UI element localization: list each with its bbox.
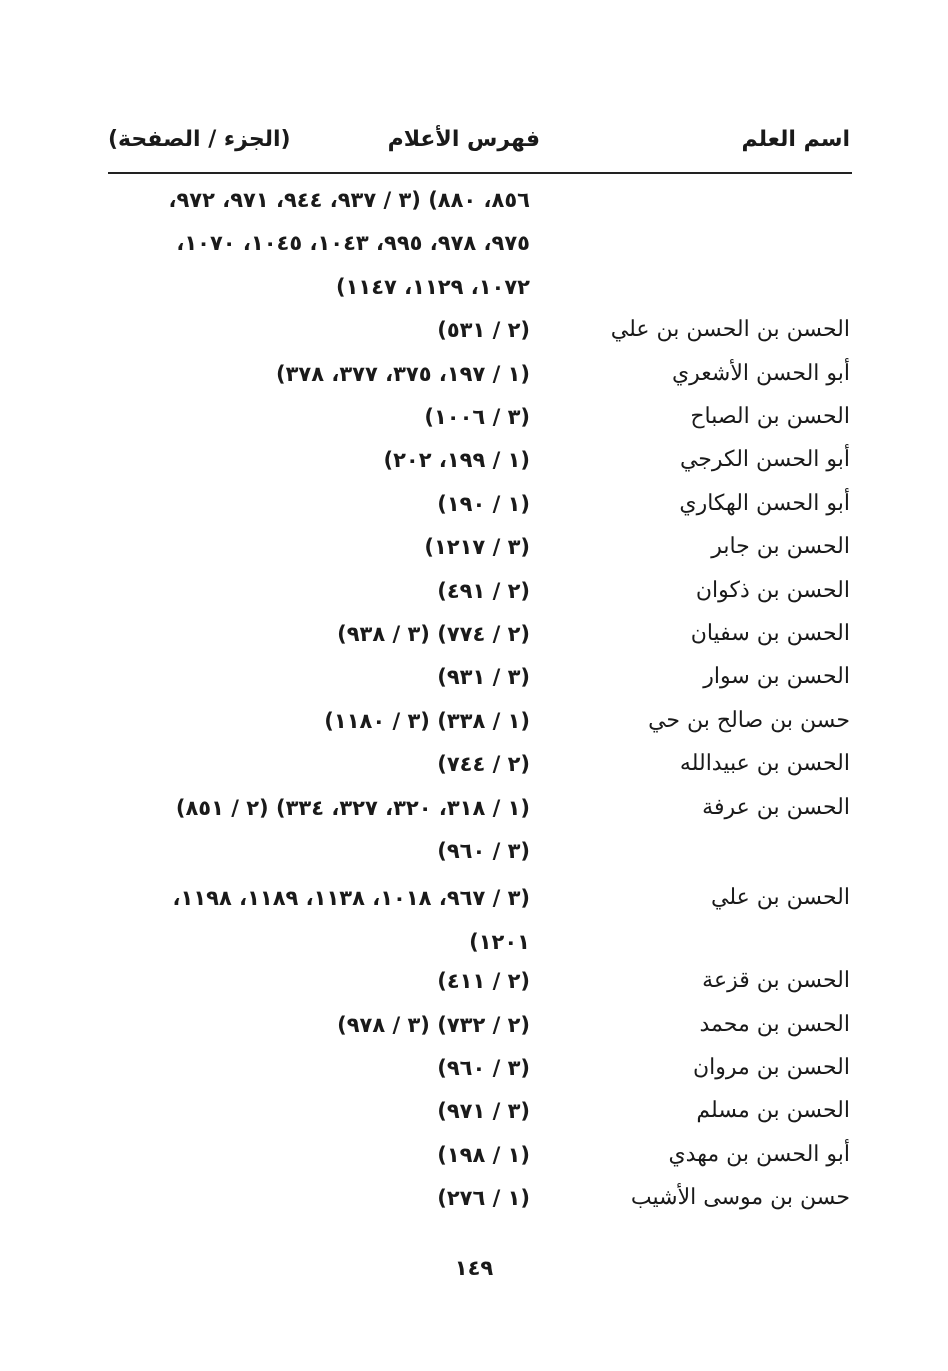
entry-name: حسن بن موسى الأشيب [630, 1185, 850, 1210]
entry-references: (١ / ٣٣٨) (٣ / ١١٨٠) [324, 709, 530, 733]
entry-name: أبو الحسن الأشعري [671, 361, 850, 386]
entry-name: الحسن بن عرفة [702, 795, 850, 820]
entry-name: الحسن بن ذكوان [695, 578, 850, 603]
entry-references: (٢ / ٥٣١) [437, 318, 530, 342]
entry-references: (١ / ١٩٧، ٣٧٥، ٣٧٧، ٣٧٨) [275, 362, 530, 386]
entry-name: الحسن بن قزعة [702, 968, 850, 993]
entry-references: ٩٧٥، ٩٧٨، ٩٩٥، ١٠٤٣، ١٠٤٥، ١٠٧٠، [176, 231, 530, 255]
entry-references: (٣ / ١٠٠٦) [424, 405, 530, 429]
column-header-name: اسم العلم [741, 127, 850, 152]
entry-references: (٢ / ٧٣٢) (٣ / ٩٧٨) [337, 1013, 530, 1037]
page-title: فهرس الأعلام [387, 127, 540, 152]
entry-references: (٢ / ٧٤٤) [437, 752, 530, 776]
entry-name: أبو الحسن بن مهدي [668, 1142, 850, 1167]
entry-references: (٢ / ٤٩١) [437, 579, 530, 603]
entry-references: ٨٥٦، ٨٨٠) (٣ / ٩٣٧، ٩٤٤، ٩٧١، ٩٧٢، [168, 188, 530, 212]
entry-references: ١٠٧٢، ١١٢٩، ١١٤٧) [335, 275, 530, 299]
entry-references: (٣ / ٩٣١) [437, 665, 530, 689]
entry-references: (٣ / ٩٧١) [437, 1099, 530, 1123]
entry-references: (٢ / ٤١١) [437, 969, 530, 993]
entry-references: (٣ / ٩٦٠) [437, 1056, 530, 1080]
entry-name: الحسن بن الحسن بن علي [610, 317, 850, 342]
entry-name: أبو الحسن الهكاري [679, 491, 850, 516]
entry-references: (١ / ١٩٠) [437, 492, 530, 516]
entry-name: الحسن بن الصباح [690, 404, 850, 429]
entry-references: (٢ / ٧٧٤) (٣ / ٩٣٨) [337, 622, 530, 646]
entry-name: الحسن بن عبيدالله [679, 751, 850, 776]
entry-name: الحسن بن جابر [711, 534, 850, 559]
entry-name: الحسن بن علي [711, 885, 850, 910]
entry-references: (٣ / ٩٦٠) [437, 839, 530, 863]
entry-references: ١٢٠١) [469, 930, 530, 954]
page-number: ١٤٩ [454, 1256, 494, 1280]
entry-name: الحسن بن سفيان [690, 621, 850, 646]
entry-references: (١ / ١٩٨) [437, 1143, 530, 1167]
entry-references: (١ / ٢٧٦) [437, 1186, 530, 1210]
entry-name: الحسن بن محمد [699, 1012, 850, 1037]
entry-name: حسن بن صالح بن حي [648, 708, 850, 733]
entry-references: (٣ / ٩٦٧، ١٠١٨، ١١٣٨، ١١٨٩، ١١٩٨، [172, 886, 530, 910]
entry-references: (١ / ٣١٨، ٣٢٠، ٣٢٧، ٣٣٤) (٢ / ٨٥١) [175, 796, 530, 820]
column-header-reference: (الجزء / الصفحة) [108, 127, 291, 152]
entry-name: الحسن بن مروان [692, 1055, 850, 1080]
entry-name: أبو الحسن الكرجي [679, 447, 850, 472]
entry-name: الحسن بن مسلم [696, 1098, 850, 1123]
entry-name: الحسن بن سوار [703, 664, 850, 689]
entry-references: (٣ / ١٢١٧) [424, 535, 530, 559]
entry-references: (١ / ١٩٩، ٢٠٢) [383, 448, 530, 472]
